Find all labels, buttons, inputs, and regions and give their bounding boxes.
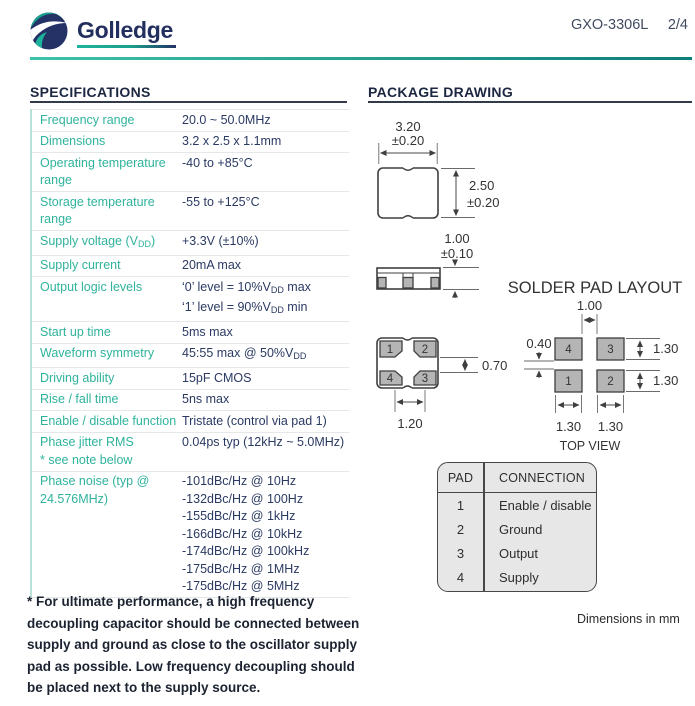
bottom-pad-1-label: 1 bbox=[386, 344, 394, 356]
pad-connection-table bbox=[437, 462, 597, 592]
solder-pad-layout bbox=[508, 279, 683, 453]
pad-table-connection: Supply bbox=[499, 569, 539, 585]
footnote-line: decoupling capacitor should be connected between bbox=[27, 615, 360, 631]
pad-table-pad-number: 2 bbox=[456, 521, 465, 537]
specifications-heading-rule bbox=[30, 101, 347, 103]
spec-label: Storage temperature range bbox=[40, 194, 155, 226]
pad-table-row bbox=[438, 493, 596, 517]
dim-pad-gap: 0.70 bbox=[482, 358, 508, 373]
spec-row bbox=[32, 191, 349, 230]
dim-thickness-value: 1.00 bbox=[444, 231, 470, 246]
pad-table-row bbox=[438, 565, 596, 589]
pad-table-rows bbox=[438, 493, 596, 589]
pad-table-header bbox=[438, 463, 596, 493]
pad-table-column-divider bbox=[483, 463, 485, 591]
spec-value: 3.2 x 2.5 x 1.1mm bbox=[182, 134, 282, 148]
footnote-line: supply and ground as close to the oscillator supply bbox=[27, 637, 358, 652]
package-top-view bbox=[378, 119, 499, 218]
dim-width-tolerance: ±0.20 bbox=[391, 133, 425, 148]
spec-row bbox=[32, 432, 349, 471]
pad-table-row bbox=[438, 541, 596, 565]
spec-label: Supply current bbox=[40, 258, 121, 272]
spec-value: 15pF CMOS bbox=[182, 370, 252, 385]
specifications-heading: SPECIFICATIONS bbox=[30, 84, 151, 100]
dim-solder-pad-height-top: 1.30 bbox=[653, 341, 679, 356]
spec-value: -101dBc/Hz @ 10Hz -132dBc/Hz @ 100Hz -155dBc/Hz @ 1kHz -166dBc/Hz @ 10kHz -174dBc/Hz @ 100kHz -175dBc/Hz @ 1MHz -175dBc/Hz @ 5MHz bbox=[182, 474, 310, 593]
dim-thickness-tolerance: ±0.10 bbox=[440, 246, 474, 261]
dim-solder-pad-width-left: 1.30 bbox=[555, 419, 582, 434]
spec-label: Supply voltage $(V_{DD})$ bbox=[40, 233, 156, 249]
spec-value: -55 to +125°C bbox=[182, 194, 260, 209]
spec-value: 0.04ps typ (12kHz ~ 5.0MHz) bbox=[182, 435, 345, 449]
spec-value: Tristate (control via pad 1) bbox=[182, 413, 327, 428]
spec-value: -40 to +85°C bbox=[182, 155, 253, 170]
spec-label: Frequency range bbox=[40, 112, 135, 127]
spec-value: +3.3V (±10%) bbox=[182, 233, 259, 248]
spec-label: Operating temperature range bbox=[40, 155, 166, 187]
pad-table-connection: Enable / disable bbox=[499, 497, 592, 513]
golledge-logo-icon bbox=[29, 11, 69, 51]
spec-row bbox=[32, 152, 349, 191]
spec-label: Enable / disable function bbox=[40, 413, 177, 428]
solder-pad-3-label: 3 bbox=[607, 344, 614, 356]
spec-row bbox=[32, 389, 349, 411]
package-body-outline bbox=[378, 168, 438, 218]
spec-row bbox=[32, 230, 349, 255]
spec-value: 45:55 max @ $50\%V_{DD}$ bbox=[182, 346, 307, 361]
bottom-pad-2-label: 2 bbox=[421, 344, 429, 356]
footnote-line: pad as possible. Low frequency decoupling should bbox=[27, 658, 355, 674]
spec-value: 5ns max bbox=[182, 392, 230, 406]
spec-value: 20mA max bbox=[182, 258, 242, 272]
dim-solder-pad-width-right: 1.30 bbox=[597, 419, 624, 434]
dim-solder-pad-height-bottom: 1.30 bbox=[653, 373, 679, 388]
model-number: GXO-3306L bbox=[570, 17, 648, 33]
solder-pad-layout-title: SOLDER PAD LAYOUT bbox=[507, 279, 683, 297]
spec-label: Start up time bbox=[40, 324, 111, 339]
solder-pad-1-label: 1 bbox=[565, 376, 572, 388]
spec-label: Phase jitter RMS * see note below bbox=[40, 435, 134, 467]
package-drawing-heading-rule bbox=[368, 101, 692, 103]
specifications-table bbox=[30, 109, 349, 598]
footnote-line: be placed next to the supply source. bbox=[27, 680, 261, 695]
package-side-view bbox=[377, 231, 479, 298]
units-note: Dimensions in mm bbox=[577, 612, 680, 626]
spec-label: Phase noise (typ @ 24.576MHz) bbox=[40, 474, 150, 506]
spec-label: Rise / fall time bbox=[40, 392, 119, 406]
spec-value: ‘0’ level = $10\%V_{DD}$ max ‘1’ level = $90\%V_{DD}$ min bbox=[182, 279, 311, 315]
package-bottom-view bbox=[377, 338, 507, 431]
pad-table-connection: Ground bbox=[499, 521, 543, 537]
spec-row bbox=[32, 109, 349, 131]
dim-height-tolerance: ±0.20 bbox=[467, 195, 500, 210]
spec-label: Dimensions bbox=[40, 134, 106, 148]
spec-row bbox=[32, 471, 349, 598]
spec-row bbox=[32, 367, 349, 389]
bottom-pad-4-label: 4 bbox=[386, 373, 394, 385]
spec-label: Waveform symmetry bbox=[40, 346, 155, 360]
spec-label: Output logic levels bbox=[40, 279, 143, 294]
pad-table-row bbox=[438, 517, 596, 541]
solder-pad-2-label: 2 bbox=[607, 376, 614, 388]
spec-label: Driving ability bbox=[40, 370, 115, 385]
pad-table-pad-number: 4 bbox=[456, 569, 465, 585]
dim-height-value: 2.50 bbox=[469, 178, 495, 193]
footnote bbox=[27, 591, 372, 699]
page-number: 2/4 bbox=[667, 17, 688, 33]
spec-value: 20.0 ~ 50.0MHz bbox=[182, 112, 271, 127]
top-view-caption: TOP VIEW bbox=[559, 439, 621, 453]
dim-solder-v-gap: 0.40 bbox=[526, 336, 552, 351]
spec-row bbox=[32, 343, 349, 368]
pad-table-header-connection: CONNECTION bbox=[499, 470, 586, 485]
footnote-line: * For ultimate performance, a high frequency bbox=[27, 594, 315, 609]
spec-row bbox=[32, 131, 349, 153]
spec-row bbox=[32, 410, 349, 432]
dim-solder-h-gap: 1.00 bbox=[576, 298, 603, 313]
pad-table-connection: Output bbox=[499, 545, 539, 561]
spec-row bbox=[32, 255, 349, 277]
spec-row bbox=[32, 276, 349, 321]
brand-underline bbox=[77, 45, 176, 48]
bottom-pad-3-label: 3 bbox=[421, 373, 429, 385]
dim-pad-pitch: 1.20 bbox=[397, 416, 423, 431]
package-drawing-heading: PACKAGE DRAWING bbox=[368, 84, 514, 100]
pad-table-pad-number: 1 bbox=[456, 497, 465, 513]
pad-table-pad-number: 3 bbox=[456, 545, 465, 561]
spec-value: 5ms max bbox=[182, 324, 233, 339]
header-divider bbox=[30, 57, 692, 60]
brand-name: Golledge bbox=[77, 17, 174, 43]
solder-pad-4-label: 4 bbox=[565, 344, 572, 356]
pad-table-header-pad: PAD bbox=[447, 470, 474, 485]
document-reference bbox=[555, 17, 688, 33]
dim-width-value: 3.20 bbox=[395, 119, 421, 134]
spec-row bbox=[32, 321, 349, 343]
